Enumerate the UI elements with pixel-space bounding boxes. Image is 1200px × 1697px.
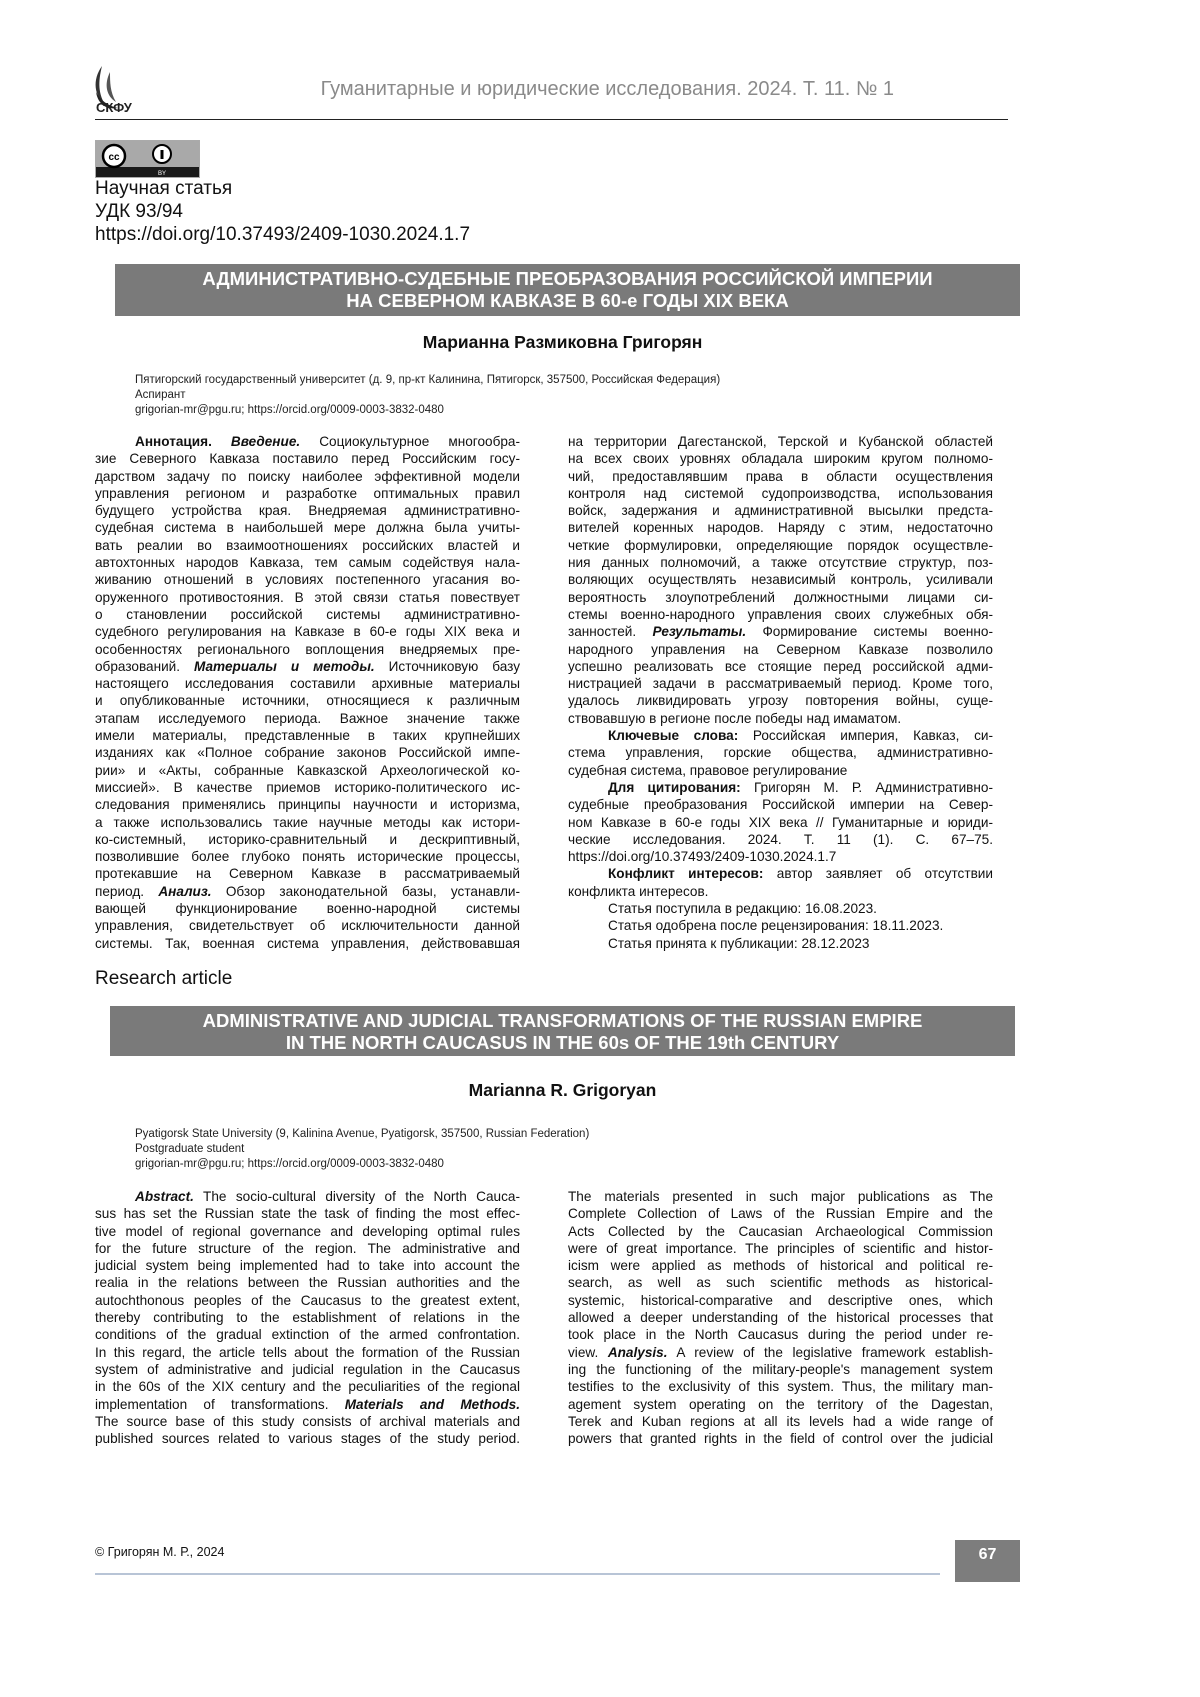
ru-affiliation-contacts[interactable]: grigorian-mr@pgu.ru; https://orcid.org/0009-0003-3832-0480 — [135, 404, 444, 416]
text-line — [95, 606, 520, 623]
text-line — [95, 1378, 520, 1395]
text-line — [568, 1205, 993, 1222]
ru-affiliation-university: Пятигорский государственный университет (д. 9, пр-кт Калинина, Пятигорск, 357500, Российская Федерация) — [135, 374, 721, 386]
body-text: systemic, historical-comparative and descriptive ones, which — [568, 1292, 993, 1308]
text-line — [568, 502, 993, 519]
body-text: Обзор законодательной базы, устанавли- — [211, 883, 520, 899]
text-line — [95, 433, 520, 450]
body-text: thereby contributing to the establishment of relations in the — [95, 1310, 520, 1326]
text-line — [568, 1326, 993, 1343]
text-line — [95, 883, 520, 900]
text-line — [95, 554, 520, 571]
body-text: следования применялись принципы научности и историзма, — [95, 797, 520, 813]
body-text: и опубликованные источники, относящиеся к различным — [95, 693, 520, 709]
text-line — [95, 519, 520, 536]
emphasized-text: Материалы и методы. — [194, 658, 375, 674]
text-line — [568, 848, 993, 865]
text-line — [568, 571, 993, 588]
body-text: ing the functioning of the military-people's management system — [568, 1361, 993, 1377]
body-text: на территории Дагестанской, Терской и Кубанской областей — [568, 434, 993, 449]
text-line — [95, 935, 520, 952]
en-article-type: Research article — [95, 968, 233, 989]
en-title-bar — [110, 1006, 1015, 1056]
text-line — [568, 1188, 993, 1205]
text-line — [95, 468, 520, 485]
text-line — [568, 519, 993, 536]
en-affiliation-position: Postgraduate student — [135, 1143, 245, 1155]
text-line — [568, 450, 993, 467]
emphasized-text: Materials and Methods. — [344, 1396, 520, 1412]
body-text: управления, свидетельствует об исключительности данной — [95, 918, 520, 934]
svg-text:BY: BY — [157, 171, 167, 177]
body-text: дарством задачу по поиску наиболее эффективной модели — [95, 468, 520, 484]
text-line — [568, 606, 993, 623]
body-text: Статья поступила в редакцию: 16.08.2023. — [608, 901, 877, 917]
text-line — [95, 1361, 520, 1378]
ru-affiliation-position: Аспирант — [135, 389, 186, 401]
text-line — [95, 450, 520, 467]
body-text: четкие формулировки, определяющие порядок осуществле- — [568, 537, 993, 553]
body-text: Acts Collected by the Caucasian Archaeological Commission — [568, 1223, 993, 1239]
body-text: вать реалии во взаимоотношениях российских властей и — [95, 537, 520, 553]
body-text: ческие исследования. 2024. Т. 11 (1). С. 67–75. — [568, 831, 993, 847]
body-text: образований. — [95, 658, 194, 674]
body-text: ния данных полномочий, а также отсутствие структур, поз- — [568, 555, 993, 571]
body-text: вающей функционирование военно-народной системы — [95, 901, 520, 917]
body-text: позволившие более глубоко понять исторические процессы, — [95, 849, 520, 865]
body-text: judicial system being implemented had to take into account the — [95, 1258, 520, 1274]
text-line — [95, 917, 520, 934]
emphasized-text: Ключевые слова: — [608, 728, 739, 744]
ru-title-bar — [115, 264, 1020, 316]
text-line — [568, 1413, 993, 1430]
text-line — [95, 762, 520, 779]
body-text: Источниковую базу — [374, 658, 520, 674]
text-line — [95, 1430, 520, 1447]
body-text: view. — [568, 1344, 608, 1360]
ru-affiliation — [135, 373, 720, 418]
text-line — [95, 485, 520, 502]
emphasized-text: Abstract. — [135, 1189, 194, 1204]
text-line — [568, 1274, 993, 1291]
body-text: имели материалы, представленные в таких крупнейших — [95, 728, 520, 744]
text-line — [568, 675, 993, 692]
emphasized-text: Результаты. — [652, 624, 747, 640]
body-text: took place in the North Caucasus during the period under re- — [568, 1327, 993, 1343]
en-title-line: ADMINISTRATIVE AND JUDICIAL TRANSFORMATIONS OF THE RUSSIAN EMPIRE — [202, 1010, 923, 1031]
text-line — [568, 744, 993, 761]
text-line — [568, 900, 993, 917]
body-text: Социокультурное многообра- — [300, 434, 520, 449]
body-text: живанию отношений в условиях постепенного угасания во- — [95, 572, 520, 588]
article-type: Научная статья — [95, 178, 233, 199]
text-line — [568, 1396, 993, 1413]
body-text: for the future structure of the region. The administrative and — [95, 1240, 520, 1256]
footer-divider — [95, 1573, 940, 1575]
text-line — [568, 1240, 993, 1257]
text-line — [568, 1344, 993, 1361]
body-text: зие Северного Кавказа поставило перед Российским госу- — [95, 451, 520, 467]
logo-text: СКФУ — [96, 100, 132, 115]
body-text: о становлении российской системы административно- — [95, 606, 520, 622]
text-line — [568, 692, 993, 709]
body-text: implementation of transformations. — [95, 1396, 345, 1412]
body-text: стемы военно-народного управления своих служебных обя- — [568, 606, 993, 622]
ru-author-name: Марианна Размиковна Григорян — [422, 332, 703, 352]
body-text: на всех своих уровнях обладала широким кругом полномо- — [568, 451, 993, 467]
text-line — [95, 900, 520, 917]
text-line — [568, 917, 993, 934]
body-text: ном Кавказе в 60-е годы XIX века // Гуманитарные и юриди- — [568, 814, 993, 830]
body-text: нистрацией задачи в рассматриваемый период. Кроме того, — [568, 676, 993, 692]
en-abstract-left-column — [95, 1188, 520, 1447]
page-number: 67 — [955, 1540, 1020, 1582]
text-line — [568, 831, 993, 848]
text-line — [95, 1396, 520, 1413]
text-line — [95, 502, 520, 519]
text-line — [568, 1257, 993, 1274]
body-text: судебная система в наибольшей мере должна была учиты- — [95, 520, 520, 536]
body-text: настоящего исследования составили архивные материалы — [95, 676, 520, 692]
en-author-name: Marianna R. Grigoryan — [468, 1080, 657, 1100]
en-affiliation-university: Pyatigorsk State University (9, Kalinina Avenue, Pyatigorsk, 357500, Russian Federation) — [135, 1128, 590, 1140]
text-line — [95, 658, 520, 675]
text-line — [568, 1223, 993, 1240]
text-line — [95, 814, 520, 831]
body-text: published sources related to various stages of the study period. — [95, 1431, 520, 1447]
text-line — [95, 537, 520, 554]
body-text: ко-системный, историко-сравнительный и дескриптивный, — [95, 831, 520, 847]
body-text: контроля над системой судопроизводства, использования — [568, 485, 993, 501]
body-text: The socio-cultural diversity of the North Cauca- — [193, 1189, 520, 1204]
text-line — [95, 1274, 520, 1291]
body-text: were of great importance. The principles of scientific and histor- — [568, 1240, 993, 1256]
body-text: Статья принята к публикации: 28.12.2023 — [608, 935, 870, 951]
text-line — [95, 1257, 520, 1274]
body-text: вероятность злоупотреблений должностными лицами си- — [568, 589, 993, 605]
university-logo — [88, 62, 168, 120]
udc-code: УДК 93/94 — [95, 201, 183, 222]
emphasized-text: Введение. — [230, 434, 301, 449]
emphasized-text: Analysis. — [607, 1344, 668, 1360]
text-line — [568, 727, 993, 744]
text-line — [568, 883, 993, 900]
text-line — [568, 433, 993, 450]
text-line — [95, 710, 520, 727]
body-text: системы. Так, военная система управления, действовавшая — [95, 935, 520, 951]
body-text: sus has set the Russian state the task of finding the most effec- — [95, 1206, 520, 1222]
text-line — [568, 1309, 993, 1326]
ru-title-line: АДМИНИСТРАТИВНО-СУДЕБНЫЕ ПРЕОБРАЗОВАНИЯ РОССИЙСКОЙ ИМПЕРИИ — [202, 268, 933, 289]
text-line — [95, 623, 520, 640]
text-line — [568, 762, 993, 779]
body-text: войск, задержания и административной высылки предста- — [568, 503, 993, 519]
body-text: in the 60s of the XIX century and the peculiarities of the regional — [95, 1379, 520, 1395]
body-text: рии» и «Акты, собранные Кавказской Археологической ко- — [95, 762, 520, 778]
text-line — [95, 571, 520, 588]
text-line — [95, 1240, 520, 1257]
body-text: agement system operating on the territory of the Dagestan, — [568, 1396, 993, 1412]
text-line — [95, 675, 520, 692]
text-line — [568, 1378, 993, 1395]
body-text: этапам исследуемого периода. Важное значение также — [95, 710, 520, 726]
body-text: чий, предоставлявшим права в области осуществления — [568, 468, 993, 484]
emphasized-text: Анализ. — [158, 883, 212, 899]
body-text: Григорян М. Р. Административно- — [740, 779, 993, 795]
text-line — [95, 1344, 520, 1361]
body-text: Terek and Kuban regions at all its levels had a wide range of — [568, 1413, 993, 1429]
text-line — [95, 1188, 520, 1205]
body-text: автор заявляет об отсутствии — [763, 866, 993, 882]
text-line — [95, 1309, 520, 1326]
text-line — [568, 641, 993, 658]
text-line — [568, 589, 993, 606]
body-text: Complete Collection of Laws of the Russian Empire and the — [568, 1206, 993, 1222]
body-text: https://doi.org/10.37493/2409-1030.2024.1.7 — [568, 849, 837, 865]
text-line — [568, 623, 993, 640]
text-line — [95, 779, 520, 796]
text-line — [568, 796, 993, 813]
text-line — [568, 1292, 993, 1309]
body-text: powers that granted rights in the field of control over the judicial — [568, 1431, 993, 1447]
text-line — [568, 710, 993, 727]
body-text: A review of the legislative framework establish- — [667, 1344, 993, 1360]
text-line — [568, 814, 993, 831]
body-text: удалось ликвидировать угрозу повторения войны, суще- — [568, 693, 993, 709]
doi-link[interactable]: https://doi.org/10.37493/2409-1030.2024.1.7 — [95, 224, 471, 245]
text-line — [95, 1326, 520, 1343]
body-text: testifies to the exclusivity of this system. Thus, the military man- — [568, 1379, 993, 1395]
body-text: вителей коренных народов. Наряду с этим, недостаточно — [568, 520, 993, 536]
body-text: протекавшие на Северном Кавказе в рассматриваемый — [95, 866, 520, 882]
en-abstract-right-column — [568, 1188, 993, 1447]
ru-abstract-left-column — [95, 433, 520, 952]
body-text: народного управления на Северном Кавказе позволило — [568, 641, 993, 657]
svg-text:cc: cc — [108, 152, 120, 163]
body-text: автохтонных народов Кавказа, тем самым содействуя нала- — [95, 555, 520, 571]
body-text: autochthonous peoples of the Caucasus to the greatest extent, — [95, 1292, 520, 1308]
text-line — [95, 589, 520, 606]
body-text: судебного регулирования на Кавказе в 60-е годы XIX века и — [95, 624, 520, 640]
text-line — [95, 848, 520, 865]
text-line — [95, 641, 520, 658]
body-text: In this regard, the article tells about the formation of the Russian — [95, 1344, 520, 1360]
text-line — [95, 727, 520, 744]
body-text: The materials presented in such major publications as The — [568, 1189, 993, 1204]
body-text: изданиях как «Полное собрание законов Российской импе- — [95, 745, 520, 761]
en-affiliation-contacts[interactable]: grigorian-mr@pgu.ru; https://orcid.org/0009-0003-3832-0480 — [135, 1158, 444, 1170]
body-text: tive model of regional governance and developing optimal rules — [95, 1223, 520, 1239]
body-text: system of administrative and judicial regulation in the Caucasus — [95, 1361, 520, 1377]
text-line — [95, 796, 520, 813]
body-text: занностей. — [568, 624, 653, 640]
text-line — [95, 831, 520, 848]
body-text: особенностях регионального воплощения внедряемых пре- — [95, 641, 520, 657]
cc-by-license-badge[interactable] — [95, 140, 200, 178]
text-line — [568, 485, 993, 502]
text-line — [95, 1413, 520, 1430]
text-line — [568, 1430, 993, 1447]
text-line — [568, 658, 993, 675]
body-text: Формирование системы военно- — [746, 624, 993, 640]
body-text: icism were applied as methods of historical and political re- — [568, 1258, 993, 1274]
text-line — [95, 744, 520, 761]
body-text: оруженного противостояния. В этой связи статья повествует — [95, 589, 520, 605]
text-line — [568, 1361, 993, 1378]
en-title-line: IN THE NORTH CAUCASUS IN THE 60s OF THE 19th CENTURY — [285, 1032, 840, 1053]
text-line — [568, 468, 993, 485]
body-text: будущего устройства края. Внедряемая административно- — [95, 503, 520, 519]
text-line — [95, 865, 520, 882]
text-line — [568, 779, 993, 796]
en-affiliation — [135, 1127, 589, 1172]
journal-title: Гуманитарные и юридические исследования. 2024. Т. 11. № 1 — [320, 78, 894, 100]
body-text: allowed a deeper understanding of the historical processes that — [568, 1310, 993, 1326]
emphasized-text: Конфликт интересов: — [608, 866, 764, 882]
body-text: миссией». В качестве приемов историко-политического ис- — [95, 779, 520, 795]
header-divider — [95, 119, 1008, 120]
copyright-notice: © Григорян М. Р., 2024 — [95, 1545, 225, 1559]
text-line — [95, 692, 520, 709]
ru-title-line: НА СЕВЕРНОМ КАВКАЗЕ В 60-е ГОДЫ XIX ВЕКА — [346, 290, 789, 311]
body-text: Российская империя, Кавказ, си- — [738, 728, 993, 744]
body-text: search, as well as such scientific methods as historical- — [568, 1275, 993, 1291]
body-text: ствовавшую в регионе после победы над имаматом. — [568, 710, 902, 726]
text-line — [95, 1223, 520, 1240]
body-text: судебные преобразования Российской империи на Север- — [568, 797, 993, 813]
emphasized-text: Аннотация. — [135, 434, 231, 449]
ru-abstract-right-column — [568, 433, 993, 952]
body-text: The source base of this study consists of archival materials and — [95, 1413, 520, 1429]
body-text: realia in the relations between the Russian authorities and the — [95, 1275, 520, 1291]
body-text: Статья одобрена после рецензирования: 18.11.2023. — [608, 918, 944, 934]
body-text: конфликта интересов. — [568, 883, 709, 899]
text-line — [568, 935, 993, 952]
emphasized-text: Для цитирования: — [608, 779, 741, 795]
text-line — [568, 537, 993, 554]
text-line — [95, 1292, 520, 1309]
body-text: стема управления, горские общества, административно- — [568, 745, 993, 761]
body-text: управления регионом и разработке оптимальных правил — [95, 485, 520, 501]
body-text: а также использовались такие научные методы как истори- — [95, 814, 520, 830]
body-text: воляющих осуществлять независимый контроль, усиливали — [568, 572, 993, 588]
body-text: судебная система, правовое регулирование — [568, 762, 848, 778]
text-line — [568, 554, 993, 571]
text-line — [95, 1205, 520, 1222]
body-text: период. — [95, 883, 159, 899]
text-line — [568, 865, 993, 882]
body-text: conditions of the gradual extinction of the armed confrontation. — [95, 1327, 520, 1343]
body-text: успешно реализовать все стоящие перед российской адми- — [568, 658, 993, 674]
